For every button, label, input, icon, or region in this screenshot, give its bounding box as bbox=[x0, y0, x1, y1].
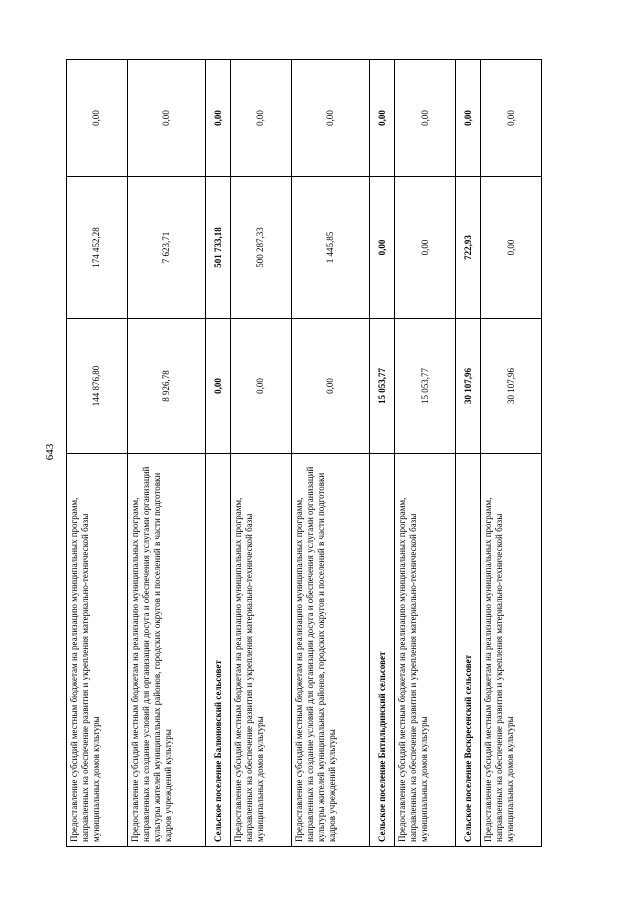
table-row bbox=[481, 60, 542, 847]
page-number: 643 bbox=[44, 443, 56, 461]
amount-cell-3: 0,00 bbox=[370, 60, 395, 177]
budget-table-body bbox=[67, 60, 542, 847]
amount-cell-2: 501 733,18 bbox=[205, 177, 230, 319]
table-row bbox=[231, 60, 292, 847]
amount-cell-3: 0,00 bbox=[67, 60, 128, 177]
rotated-table-wrapper bbox=[66, 60, 542, 847]
amount-cell-3: 0,00 bbox=[231, 60, 292, 177]
amount-cell-3: 0,00 bbox=[205, 60, 230, 177]
table-row bbox=[395, 60, 456, 847]
amount-cell-2: 1 445,85 bbox=[291, 177, 369, 319]
subtotal-row bbox=[455, 60, 480, 847]
amount-cell-3: 0,00 bbox=[481, 60, 542, 177]
amount-cell-2: 0,00 bbox=[481, 177, 542, 319]
amount-cell-1: 15 053,77 bbox=[370, 319, 395, 454]
table-row bbox=[127, 60, 205, 847]
amount-cell-3: 0,00 bbox=[455, 60, 480, 177]
description-cell: Предоставление субсидий местным бюджетам на реализацию муниципальных программ, направленных на обеспечение развития и укрепления материально-технической базы муниципальных домов культуры bbox=[67, 454, 128, 847]
amount-cell-3: 0,00 bbox=[395, 60, 456, 177]
amount-cell-1: 30 107,96 bbox=[455, 319, 480, 454]
description-cell: Предоставление субсидий местным бюджетам на реализацию муниципальных программ, направленных на обеспечение развития и укрепления материально-технической базы муниципальных домов культуры bbox=[231, 454, 292, 847]
amount-cell-2: 0,00 bbox=[370, 177, 395, 319]
settlement-name-cell: Сельское поселение Балюновский сельсовет bbox=[205, 454, 230, 847]
subtotal-row bbox=[205, 60, 230, 847]
amount-cell-2: 7 623,71 bbox=[127, 177, 205, 319]
description-cell: Предоставление субсидий местным бюджетам на реализацию муниципальных программ, направленных на обеспечение развития и укрепления материально-технической базы муниципальных домов культуры bbox=[395, 454, 456, 847]
table-row bbox=[67, 60, 128, 847]
budget-table bbox=[66, 59, 542, 847]
amount-cell-2: 500 287,33 bbox=[231, 177, 292, 319]
amount-cell-1: 0,00 bbox=[231, 319, 292, 454]
amount-cell-2: 174 452,28 bbox=[67, 177, 128, 319]
subtotal-row bbox=[370, 60, 395, 847]
description-cell: Предоставление субсидий местным бюджетам на реализацию муниципальных программ, направленных на создание условий для организации досуга и обеспечения услугами организаций культуры жителей муниципальных районов, городских округов и поселений в части подготовки кадров учреждений культуры bbox=[291, 454, 369, 847]
description-cell: Предоставление субсидий местным бюджетам на реализацию муниципальных программ, направленных на создание условий для организации досуга и обеспечения услугами организаций культуры жителей муниципальных районов, городских округов и поселений в части подготовки кадров учреждений культуры bbox=[127, 454, 205, 847]
amount-cell-1: 8 926,78 bbox=[127, 319, 205, 454]
amount-cell-1: 0,00 bbox=[205, 319, 230, 454]
amount-cell-3: 0,00 bbox=[127, 60, 205, 177]
amount-cell-1: 144 876,80 bbox=[67, 319, 128, 454]
amount-cell-1: 15 053,77 bbox=[395, 319, 456, 454]
description-cell: Предоставление субсидий местным бюджетам на реализацию муниципальных программ, направленных на обеспечение развития и укрепления материально-технической базы муниципальных домов культуры bbox=[481, 454, 542, 847]
amount-cell-3: 0,00 bbox=[291, 60, 369, 177]
table-row bbox=[291, 60, 369, 847]
amount-cell-1: 0,00 bbox=[291, 319, 369, 454]
amount-cell-1: 30 107,96 bbox=[481, 319, 542, 454]
amount-cell-2: 0,00 bbox=[395, 177, 456, 319]
amount-cell-2: 722,93 bbox=[455, 177, 480, 319]
settlement-name-cell: Сельское поселение Битильдинский сельсовет bbox=[370, 454, 395, 847]
settlement-name-cell: Сельское поселение Воскресенский сельсовет bbox=[455, 454, 480, 847]
